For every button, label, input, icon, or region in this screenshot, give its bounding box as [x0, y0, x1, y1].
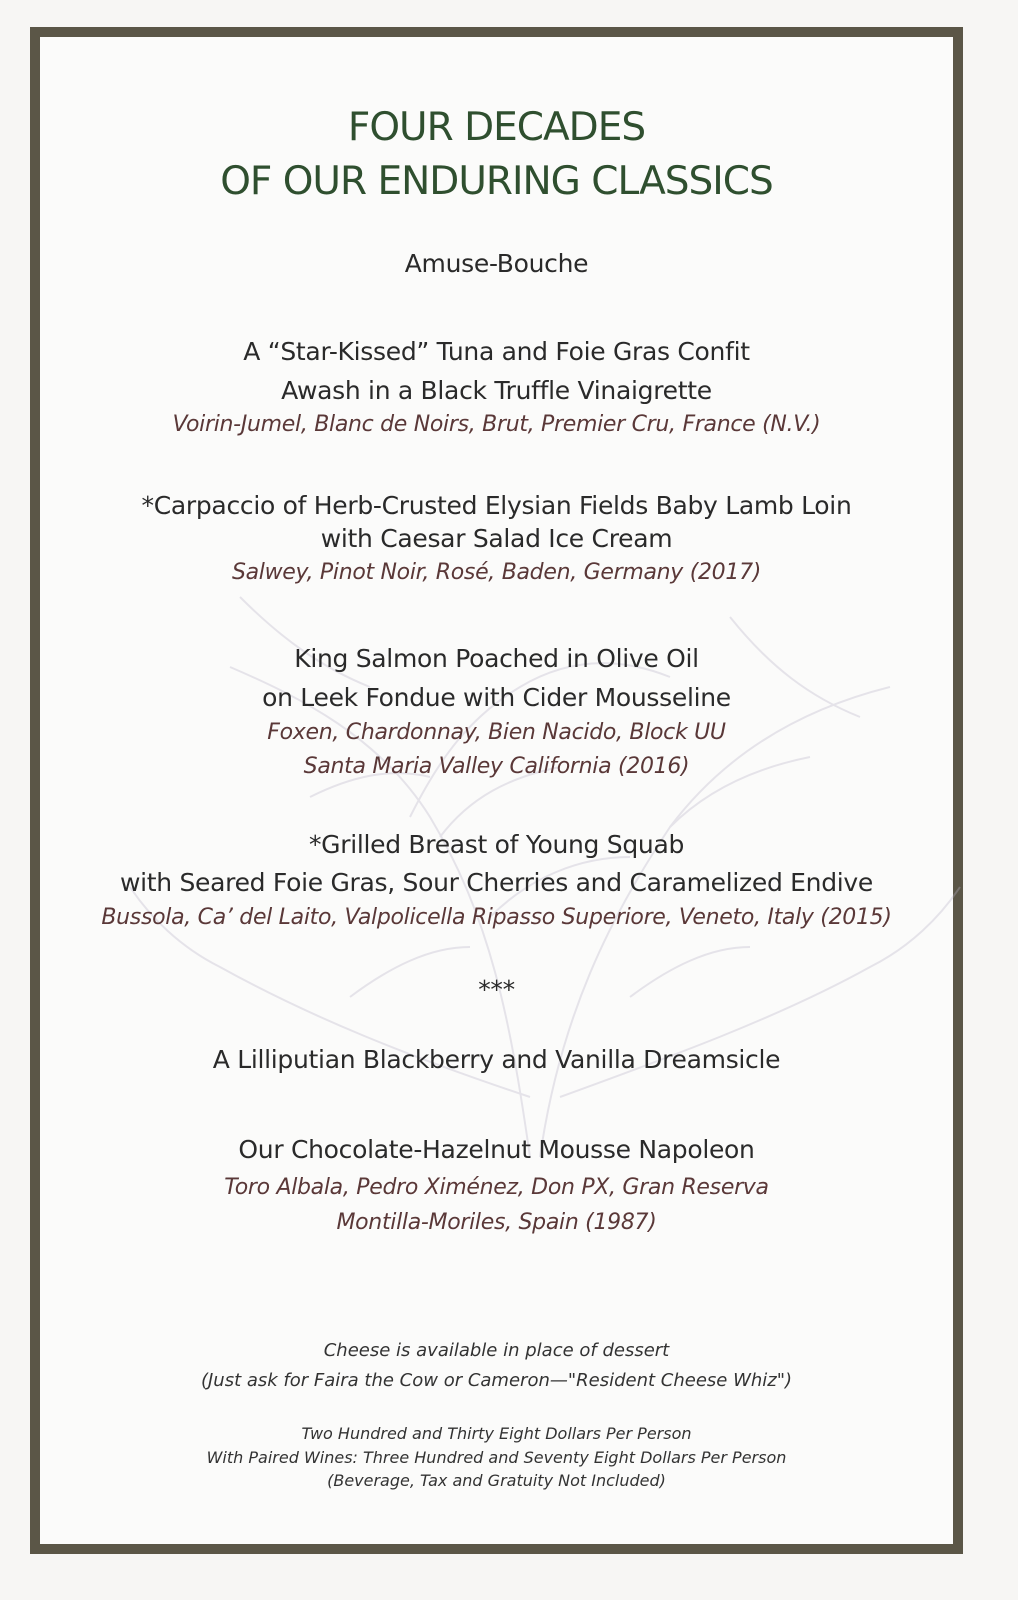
- menu-card: [30, 27, 963, 1554]
- cheese-note-line-2: (Just ask for Faira the Cow or Cameron—"Resident Cheese Whiz"): [200, 1370, 793, 1391]
- dreamsicle-course: A Lilliputian Blackberry and Vanilla Dreamsicle: [212, 1045, 781, 1074]
- salmon-course-line-1: King Salmon Poached in Olive Oil: [294, 644, 699, 673]
- salmon-wine-pairing-2: Santa Maria Valley California (2016): [303, 754, 690, 779]
- lamb-course-line-2: with Caesar Salad Ice Cream: [320, 524, 673, 553]
- price-disclaimer: (Beverage, Tax and Gratuity Not Included): [327, 1471, 666, 1490]
- napoleon-wine-pairing-2: Montilla-Moriles, Spain (1987): [336, 1210, 657, 1235]
- lamb-wine-pairing: Salwey, Pinot Noir, Rosé, Baden, Germany (2017): [231, 560, 762, 585]
- title-line-2: OF OUR ENDURING CLASSICS: [220, 159, 773, 204]
- title-line-1: FOUR DECADES: [347, 105, 646, 150]
- course-separator: ***: [478, 975, 515, 1004]
- lamb-course-line-1: *Carpaccio of Herb-Crusted Elysian Fields Baby Lamb Loin: [141, 491, 852, 520]
- amuse-bouche: Amuse-Bouche: [404, 249, 589, 278]
- napoleon-wine-pairing-1: Toro Albala, Pedro Ximénez, Don PX, Gran Reserva: [224, 1175, 769, 1200]
- squab-course-line-2: with Seared Foie Gras, Sour Cherries and Caramelized Endive: [120, 868, 873, 897]
- squab-course-line-1: *Grilled Breast of Young Squab: [308, 830, 685, 859]
- tuna-wine-pairing: Voirin-Jumel, Blanc de Noirs, Brut, Premier Cru, France (N.V.): [172, 412, 821, 437]
- napoleon-course: Our Chocolate-Hazelnut Mousse Napoleon: [238, 1135, 755, 1164]
- cheese-note-line-1: Cheese is available in place of dessert: [323, 1340, 670, 1361]
- squab-wine-pairing: Bussola, Ca’ del Laito, Valpolicella Ripasso Superiore, Veneto, Italy (2015): [101, 905, 892, 930]
- tuna-course-line-2: Awash in a Black Truffle Vinaigrette: [281, 376, 712, 405]
- price-per-person: Two Hundred and Thirty Eight Dollars Per Person: [301, 1424, 692, 1443]
- salmon-course-line-2: on Leek Fondue with Cider Mousseline: [262, 683, 731, 712]
- salmon-wine-pairing-1: Foxen, Chardonnay, Bien Nacido, Block UU: [267, 720, 726, 745]
- tuna-course-line-1: A “Star-Kissed” Tuna and Foie Gras Confit: [243, 337, 750, 366]
- price-with-wines: With Paired Wines: Three Hundred and Seventy Eight Dollars Per Person: [206, 1448, 787, 1467]
